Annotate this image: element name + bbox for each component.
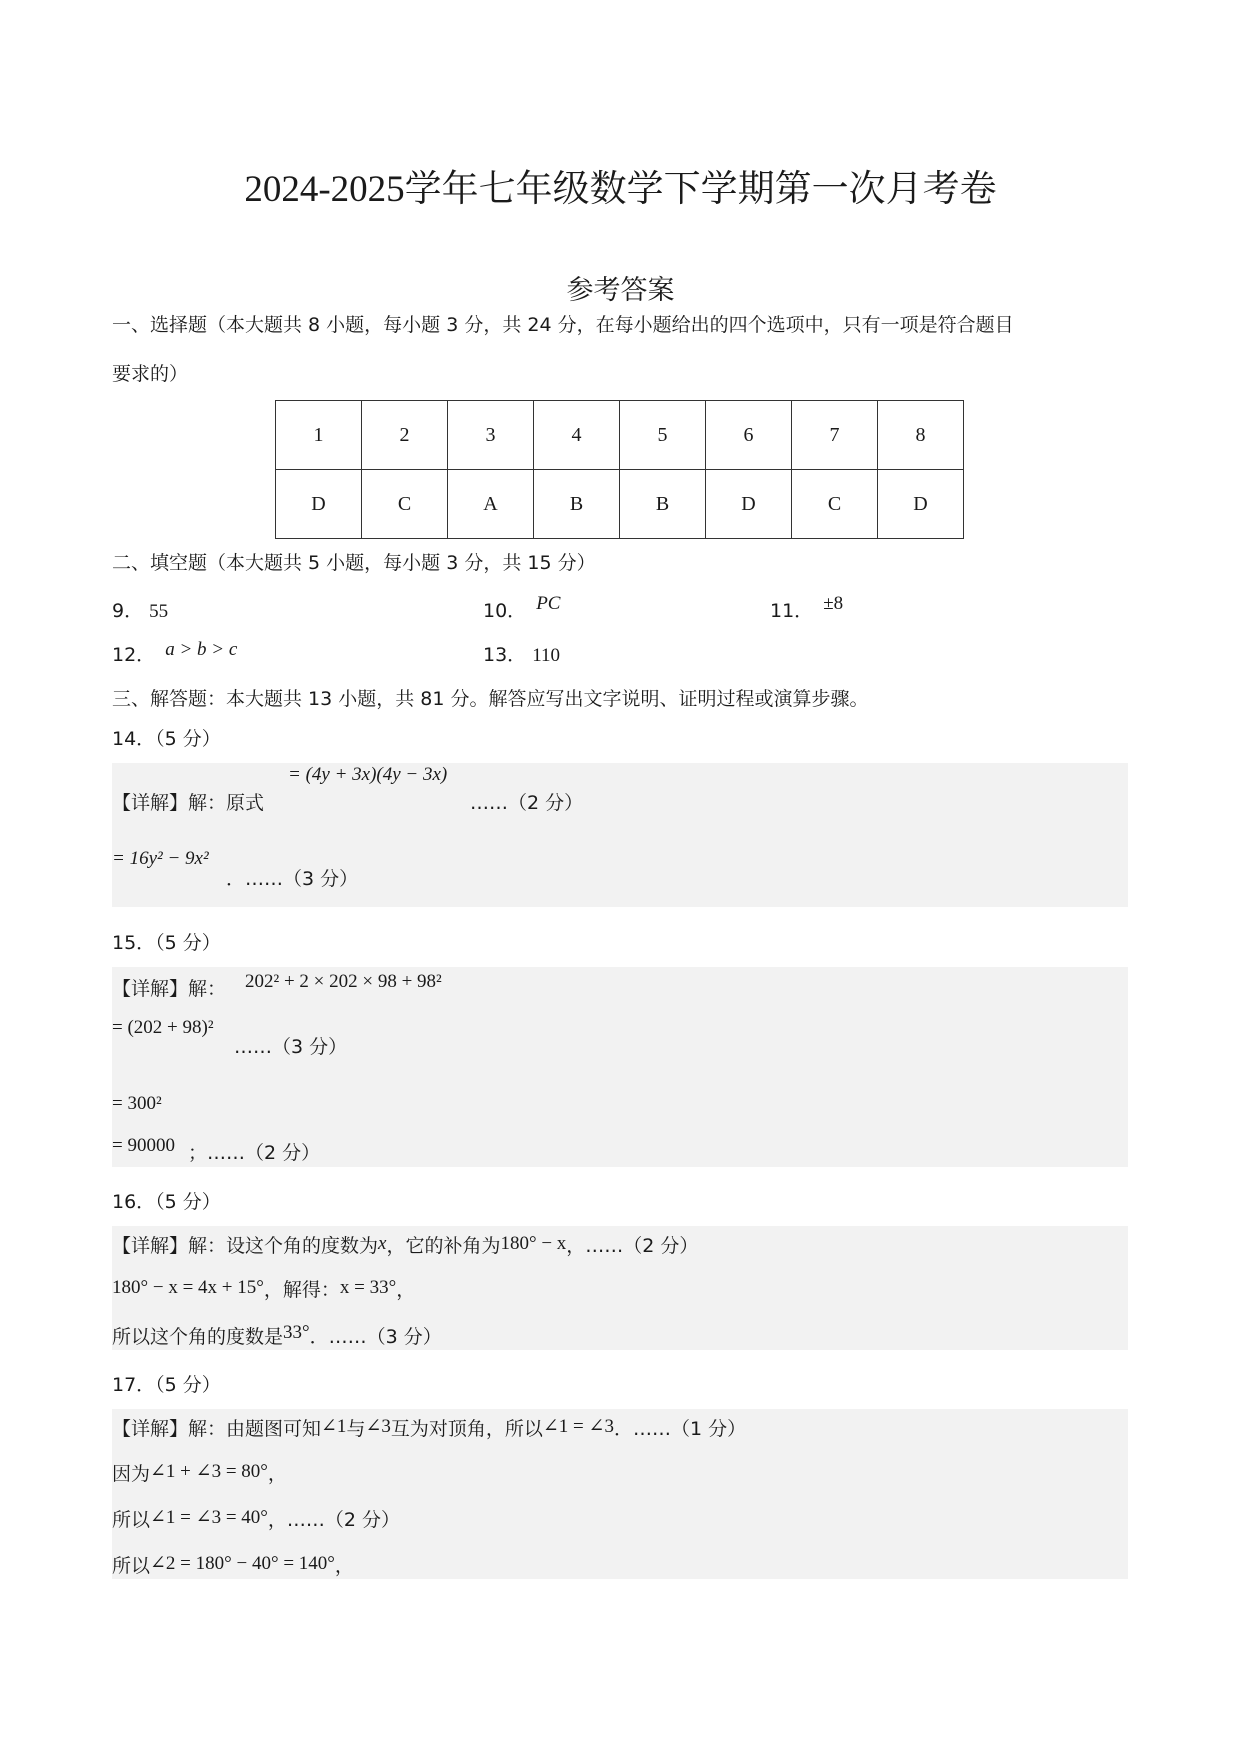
q17-text: 所以 — [112, 1555, 151, 1577]
section3-heading: 三、解答题：本大题共 13 小题，共 81 分。解答应写出文字说明、证明过程或演算步骤。 — [112, 688, 869, 710]
table-cell: D — [878, 470, 964, 539]
q15-score2: ……（3 分） — [234, 1036, 348, 1058]
item-number: 10． — [483, 600, 527, 622]
table-row-answers — [276, 470, 964, 539]
q17-math: ∠2 = 180° − 40° = 140° — [150, 1553, 335, 1574]
question-17-label: 17．（5 分） — [112, 1374, 221, 1396]
table-cell: D — [706, 470, 792, 539]
q16-text: 【详解】解：设这个角的度数为 — [112, 1235, 379, 1257]
q15-lead: 【详解】解： — [112, 978, 227, 1000]
q17-math: ∠1 = ∠3 — [542, 1416, 614, 1437]
item-answer: ±8 — [823, 593, 844, 614]
fill-item-12 — [112, 640, 237, 667]
item-number: 9． — [112, 600, 144, 622]
answer-key-heading: 参考答案 — [566, 275, 675, 306]
table-cell: D — [276, 470, 362, 539]
table-cell: A — [448, 470, 534, 539]
table-cell: 1 — [276, 401, 362, 470]
table-cell: 5 — [620, 401, 706, 470]
table-cell: 4 — [534, 401, 620, 470]
table-row-numbers — [276, 401, 964, 470]
item-number: 11． — [770, 600, 814, 622]
q17-text: ， — [334, 1555, 354, 1577]
q16-text: ，……（2 分） — [566, 1235, 699, 1257]
q16-text: 所以这个角的度数是 — [112, 1326, 284, 1348]
q17-math: ∠1 = ∠3 = 40° — [150, 1507, 268, 1528]
question-15-label: 15．（5 分） — [112, 932, 221, 954]
q17-text: 所以 — [112, 1509, 151, 1531]
item-number: 12． — [112, 644, 156, 666]
fill-item-9 — [112, 596, 168, 623]
item-answer: 55 — [149, 601, 169, 622]
q17-text: 互为对顶角，所以 — [390, 1418, 543, 1440]
fill-item-10 — [483, 593, 561, 623]
q17-line4 — [112, 1551, 354, 1578]
q17-text: 因为 — [112, 1463, 151, 1485]
q14-expr2: = 16y² − 9x² — [112, 848, 209, 869]
item-answer: a > b > c — [165, 639, 238, 660]
q14-lead: 【详解】解：原式 — [112, 792, 265, 814]
q17-text: 【详解】解：由题图可知 — [112, 1418, 322, 1440]
table-cell: 6 — [706, 401, 792, 470]
q16-line2 — [112, 1275, 415, 1302]
item-answer: 110 — [532, 645, 560, 666]
q16-line3 — [112, 1322, 442, 1349]
q16-math: 180° − x — [500, 1233, 567, 1254]
table-cell: C — [362, 470, 448, 539]
q15-expr3: = 300² — [112, 1093, 162, 1114]
table-cell: 3 — [448, 401, 534, 470]
page-title: 2024-2025学年七年级数学下学期第一次月考卷 — [244, 169, 997, 210]
section2-heading: 二、填空题（本大题共 5 小题，每小题 3 分，共 15 分） — [112, 552, 596, 574]
table-cell: 7 — [792, 401, 878, 470]
q17-text: ．……（1 分） — [613, 1418, 747, 1440]
table-cell: B — [620, 470, 706, 539]
q15-expr2: = (202 + 98)² — [112, 1017, 214, 1038]
q14-expr1: = (4y + 3x)(4y − 3x) — [288, 764, 448, 785]
q16-text: ， — [396, 1279, 416, 1301]
q16-text: ，它的补角为 — [386, 1235, 501, 1257]
q16-text: ．……（3 分） — [309, 1326, 442, 1348]
q17-text: ，……（2 分） — [267, 1509, 401, 1531]
q14-score2: ．……（3 分） — [226, 868, 359, 890]
question-14-label: 14．（5 分） — [112, 728, 221, 750]
table-cell: C — [792, 470, 878, 539]
question-16-label: 16．（5 分） — [112, 1191, 221, 1213]
section1-heading-cont: 要求的） — [112, 363, 189, 385]
q16-math: x = 33° — [339, 1277, 397, 1298]
answer-table — [275, 400, 964, 539]
q17-line2 — [112, 1459, 287, 1486]
q15-expr1: 202² + 2 × 202 × 98 + 98² — [245, 971, 442, 992]
q16-math: 33° — [283, 1322, 310, 1343]
fill-item-13 — [483, 640, 560, 667]
q17-math: ∠1 + ∠3 = 80° — [150, 1461, 268, 1482]
q16-math: 180° − x = 4x + 15° — [112, 1277, 264, 1298]
q16-text: ，解得： — [263, 1279, 340, 1301]
section1-heading: 一、选择题（本大题共 8 小题，每小题 3 分，共 24 分，在每小题给出的四个选项中，只有一项是符合题目 — [112, 314, 1014, 336]
fill-item-11 — [770, 593, 844, 623]
q17-line1 — [112, 1414, 746, 1441]
item-answer: PC — [536, 593, 561, 614]
q16-line1 — [112, 1231, 698, 1258]
item-number: 13． — [483, 644, 527, 666]
table-cell: 8 — [878, 401, 964, 470]
q17-math: ∠1 — [321, 1416, 347, 1437]
q14-score1: ……（2 分） — [470, 792, 584, 814]
q17-line3 — [112, 1505, 400, 1532]
q17-text: 与 — [346, 1418, 366, 1440]
q17-text: ， — [267, 1463, 287, 1485]
q16-math: x — [378, 1233, 387, 1254]
q17-math: ∠3 — [365, 1416, 391, 1437]
question-15-solution — [112, 967, 1128, 1167]
q15-expr4: = 90000 — [112, 1135, 175, 1156]
q15-score4: ；……（2 分） — [188, 1142, 321, 1164]
table-cell: 2 — [362, 401, 448, 470]
table-cell: B — [534, 470, 620, 539]
